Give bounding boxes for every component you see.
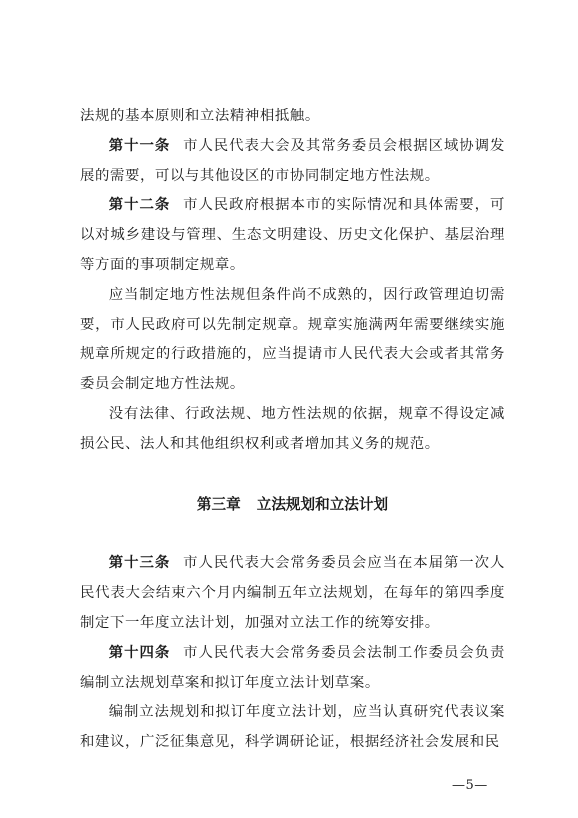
chapter-title: 立法规划和立法计划 [256, 495, 389, 513]
article-label: 第十一条 [108, 137, 171, 154]
page-number: —5— [452, 778, 488, 793]
paragraph-text: 编制立法规划和拟订年度立法计划，应当认真研究代表议案和建议，广泛征集意见，科学调研论证，根据经济社会发展和民 [80, 704, 505, 751]
chapter-number: 第三章 [196, 495, 241, 513]
paragraph-text: 市人民代表大会常务委员会应当在本届第一次人民代表大会结束六个月内编制五年立法规划，在每年的第四季度制定下一年度立法计划，加强对立法工作的统筹安排。 [80, 555, 505, 631]
paragraph-text: 市人民代表大会及其常务委员会根据区域协调发展的需要，可以与其他设区的市协同制定地方性法规。 [80, 137, 505, 184]
paragraph-text: 市人民代表大会常务委员会法制工作委员会负责编制立法规划草案和拟订年度立法计划草案。 [80, 644, 505, 691]
article-12 [80, 191, 505, 280]
article-14-clause-2 [80, 698, 505, 758]
paragraph-text: 应当制定地方性法规但条件尚不成熟的，因行政管理迫切需要，市人民政府可以先制定规章。规章实施满两年需要继续实施规章所规定的行政措施的，应当提请市人民代表大会或者其常务委员会制定地方性法规。 [80, 286, 505, 393]
paragraph-text: 没有法律、行政法规、地方性法规的依据，规章不得设定减损公民、法人和其他组织权利或者增加其义务的规范。 [80, 405, 505, 452]
article-label: 第十三条 [108, 555, 171, 572]
article-label: 第十二条 [108, 197, 171, 214]
article-12-clause-3 [80, 400, 505, 460]
article-13 [80, 549, 505, 638]
body-text [80, 102, 505, 758]
article-11 [80, 132, 505, 192]
paragraph-text: 法规的基本原则和立法精神相抵触。 [80, 108, 320, 124]
paragraph-continuation [80, 102, 505, 132]
article-14 [80, 639, 505, 699]
article-12-clause-2 [80, 281, 505, 400]
chapter-heading [80, 490, 505, 520]
article-label: 第十四条 [108, 644, 171, 661]
paragraph-text: 市人民政府根据本市的实际情况和具体需要，可以对城乡建设与管理、生态文明建设、历史文化保护、基层治理等方面的事项制定规章。 [80, 197, 505, 273]
